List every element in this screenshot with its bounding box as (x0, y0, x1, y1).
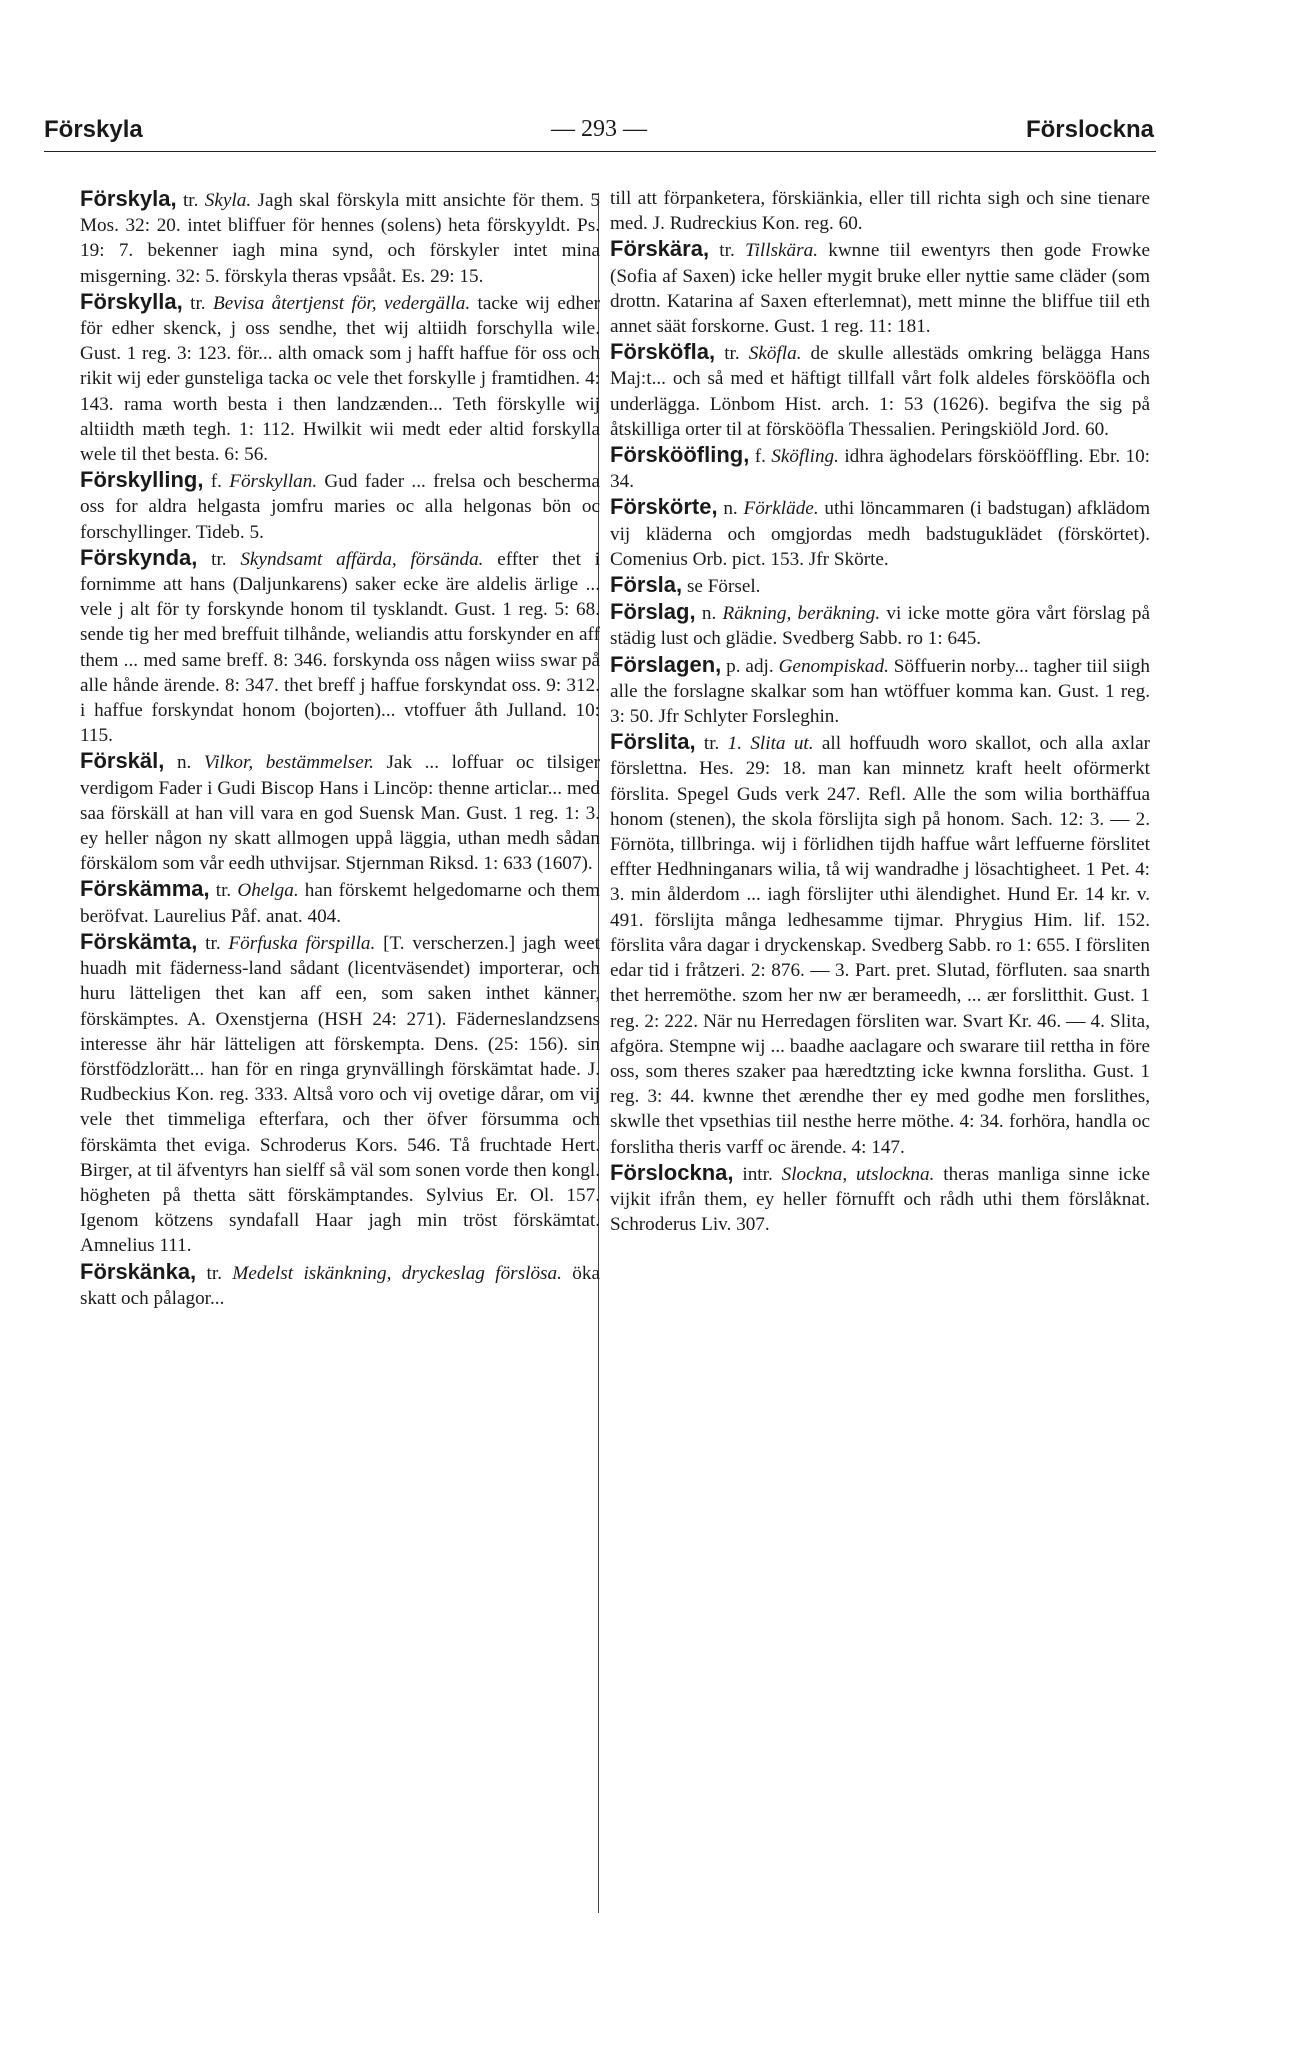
headword: Förskära, (610, 236, 710, 262)
headword: Förskööfling, (610, 442, 750, 468)
entry-text: effter thet i fornimme att hans (Daljunkarens) saker ecke äre aldelis ärlige ... vele j alt för ty forskynde honom til tysklandt. Gust. 1 reg. 5: 68. sende tig her med breffuit tilhånde, weliandis attu forskynder en aff them ... med same breff. 8: 346. forskynda oss någen wiiss swar på alle hånde ärende. 8: 347. thet breff j haffue forskyndat oss. 9: 312. i haffue forskyndat honom (bojorten)... vtoffuer åth Julland. 10: 115. (80, 548, 600, 747)
definition: Ohelga. (231, 880, 299, 902)
definition: Skyla. (198, 190, 252, 211)
right-column (610, 186, 1150, 1237)
entry-text: tacke wij edher för edher skenck, j oss sendhe, thet wij altiidh forschylla wile. Gust. 1 reg. 3: 123. för... alth omack som j hafft haffue för oss och rikit wij eder gunsteliga tacka oc vele thet forskylle j framtidhen. 4: 143. rama worth besta i then landzænden... Teth förskylle wij altiidth mæth tegh. 1: 112. Hwilkit wii medt eder altid forskylla wele til thet besta. 6: 56. (80, 292, 600, 466)
entry-text: de skulle allestäds omkring belägga Hans Maj:t... och så med et häftigt tillfall vårt folk aldeles förskööfla och underlägga. Lönbom Hist. arch. 1: 53 (1626). begifva the sig på åtskilliga orter til at förskööfla Thessalien. Peringskiöld Jord. 60. (610, 343, 1150, 440)
entry-text: idhra äghodelars förskööffling. Ebr. 10: 34. (610, 446, 1151, 493)
entry-text: Jak ... loffuar oc tilsiger verdigom Fader i Gudi Biscop Hans i Lincöp: thenne articlar... med saa förskäll at han vill vara en god Suensk Man. Gust. 1 reg. 1: 3. ey heller någon ny skatt allmogen uppå läggia, uthan medh sådan förskälom som vår eedh uthvijsar. Stjernman Riksd. 1: 633 (1607). (80, 752, 600, 875)
dictionary-entry (610, 186, 1150, 236)
headword: Förskäl, (80, 748, 165, 774)
part-of-speech: n. (164, 752, 192, 774)
definition: Tillskära. (734, 240, 819, 262)
part-of-speech: n. (695, 603, 717, 625)
definition: 1. Slita ut. (719, 733, 814, 755)
headword: Förslockna, (610, 1159, 734, 1185)
page-number: — 293 — (551, 116, 647, 142)
definition: Skyndsamt affärda, försända. (226, 548, 484, 570)
entry-text: öka skatt och pålagor... (80, 1262, 600, 1309)
part-of-speech: tr. (695, 733, 720, 755)
entry-text: uthi löncammaren (i badstugan) afklädom vij kläderna och omgjordas medh badstuguklädet (förskörtet). Comenius Orb. pict. 153. Jfr Skörte. (610, 498, 1150, 570)
dictionary-entry (80, 289, 600, 467)
entry-text: vi icke motte göra vårt förslag på städig lust och glädie. Svedberg Sabb. ro 1: 645. (610, 603, 1150, 650)
dictionary-entry (610, 494, 1150, 572)
dictionary-entry (80, 545, 600, 749)
dictionary-entry (80, 929, 600, 1259)
running-head (44, 116, 1154, 156)
definition: Sköfling. (765, 446, 839, 468)
dictionary-entry (80, 876, 600, 928)
dictionary-entry (80, 467, 600, 545)
definition: Genompiskad. (773, 655, 889, 677)
headword: Förslagen, (610, 651, 722, 677)
part-of-speech: tr. (182, 292, 206, 314)
definition: Sköfla. (739, 343, 802, 365)
dictionary-entry (610, 339, 1150, 442)
definition: Bevisa återtjenst för, vedergälla. (205, 292, 471, 314)
dictionary-entry (610, 442, 1150, 494)
entry-text: Gud fader ... frelsa och bescherma oss for aldra helgasta jomfru maries oc alla helgonas bön oc forschyllinger. Tideb. 5. (80, 471, 600, 543)
definition: Förskyllan. (221, 471, 318, 493)
definition: Medelst iskänkning, dryckeslag förslösa. (222, 1262, 562, 1284)
dictionary-entry (80, 186, 600, 289)
entry-text: kwnne tiil ewentyrs then gode Frowke (Sofia af Saxen) icke heller mygit bruke eller nyttie same cläder (som drottn. Katarina af Saxen efterlemnat), mett minne the bliffue tiil eth annet säät forskorne. Gust. 1 reg. 11: 181. (610, 240, 1151, 338)
part-of-speech: tr. (715, 343, 740, 365)
part-of-speech: intr. (733, 1163, 773, 1185)
definition: Vilkor, bestämmelser. (191, 752, 374, 774)
part-of-speech: tr. (176, 190, 199, 211)
entry-text: Söffuerin norby... tagher tiil siigh alle the forslagne skalkar som han wtöffuer komma kan. Gust. 1 reg. 3: 50. Jfr Schlyter Forsleghin. (610, 655, 1150, 728)
entry-text: all hoffuudh woro skallot, och alla axlar förslettna. Hes. 29: 18. man kan minnetz kraft heelt oförmerkt förslita. Spegel Guds verk 247. Refl. Alle the som wilia borthäffua honom (stenen), the skola förslijta sigh på honom. Sach. 12: 3. — 2. Förnöta, tillbringa. wij i förlidhen tijdh haffue wårt leffuerne förslitet effter Hedhninganars wilia, tå wij wandradhe j lösachtigheet. 1 Pet. 4: 3. min ålderdom ... iagh förslijter uthi älendighet. Hund Er. 14 kr. v. 491. förslijta många ledhesamme tijmar. Phrygius Him. lif. 152. förslita våra dagar i dryckenskap. Svedberg Sabb. ro 1: 655. I försliten edar tid i fråtzeri. 2: 876. — 3. Part. pret. Slutad, förfluten. saa snarth thet herremöthe. szom her nw ær berameedh, ... ær forslitthit. Gust. 1 reg. 2: 222. När nu Herredagen försliten war. Svart Kr. 46. — 4. Slita, afgöra. Stempne wij ... baadhe aaclagare och swarare tiil rettha in före oss, som theres szaker paa hæredtzting icke kwnna forslitha. Gust. 1 reg. 3: 44. kwnne thet ærendhe ther ey med godhe men forslithes, skwlle thet vpsethias tiil nesthe herre möthe. 4: 34. forhöra, handla oc forslitha theris varff oc ärende. 4: 147. (610, 733, 1151, 1158)
definition: Förfuska förspilla. (220, 932, 376, 954)
headword: Förskörte, (610, 494, 718, 520)
part-of-speech: tr. (197, 932, 221, 954)
part-of-speech: tr. (197, 548, 227, 570)
entry-text: till att förpanketera, förskiänkia, eller till richta sigh och sine tienare med. J. Rudreckius Kon. reg. 60. (610, 188, 1150, 235)
headword: Förskynda, (80, 544, 198, 570)
dictionary-entry (610, 652, 1150, 730)
dictionary-entry (80, 748, 600, 876)
dictionary-entry (610, 236, 1150, 339)
dictionary-entry (610, 729, 1150, 1159)
headword: Förslag, (610, 599, 696, 625)
entry-text: se Försel. (682, 576, 761, 598)
part-of-speech: n. (717, 498, 738, 520)
part-of-speech: f. (203, 471, 222, 493)
definition: Förkläde. (737, 498, 819, 520)
dictionary-entry (80, 1259, 600, 1311)
entry-text: [T. verscherzen.] jagh weet huadh mit fäderness-land sådant (licentväsendet) importerar, och huru lätteligen thet kan aff een, som saken inthet känner, förskämptes. A. Oxenstjerna (HSH 24: 271). Fäderneslandzsens interesse ähr här lätteligen att förskempta. Dens. (25: 156). sin förstfödzlorätt... han för en ringa grynvällingh förskämtat hade. J. Rudbeckius Kon. reg. 333. Altså voro och vij ovetige dårar, om vij vele thet timmeliga efterfara, och ther öfver försumma och förskämta thet eviga. Schroderus Kors. 546. Tå fruchtade Hert. Birger, at til äfventyrs han sielff så väl som sonen vorde then kongl. högheten på thetta sätt förskämptandes. Sylvius Er. Ol. 157. Igenom kötzens syndafall Haar jagh min tröst förskämtat. Amnelius 111. (80, 932, 600, 1257)
entry-text: Jagh skal förskyla mitt ansichte för them. 5 Mos. 32: 20. intet bliffuer för hennes (solens) heta förskyyldt. Ps. 19: 7. bekenner iagh mina synd, och förskyler intet mina misgerning. 32: 5. förskyla theras vpsååt. Es. 29: 15. (80, 190, 600, 287)
definition: Räkning, beräkning. (716, 603, 881, 625)
headword: Förslita, (610, 729, 696, 755)
headword: Försköfla, (610, 339, 716, 365)
headword: Förskämma, (80, 876, 210, 902)
definition: Slockna, utslockna. (772, 1163, 935, 1185)
headword: Försla, (610, 572, 683, 598)
headword: Förskylling, (80, 467, 204, 493)
dictionary-entry (610, 599, 1150, 651)
headword: Förskänka, (80, 1258, 197, 1284)
left-column (80, 186, 600, 1311)
running-head-left: Förskyla (44, 116, 143, 143)
headword: Förskyla, (80, 186, 177, 211)
entry-text: theras manliga sinne icke vijkit ifrån them, ey heller förnufft och rådh uthi them förslåknat. Schroderus Liv. 307. (610, 1163, 1150, 1236)
headword: Förskylla, (80, 288, 183, 314)
entry-text: han förskemt helgedomarne och them beröfvat. Laurelius Påf. anat. 404. (80, 880, 600, 927)
part-of-speech: p. adj. (721, 655, 774, 677)
part-of-speech: tr. (196, 1262, 222, 1284)
headword: Förskämta, (80, 928, 198, 954)
part-of-speech: tr. (709, 240, 735, 262)
running-head-right: Förslockna (1025, 116, 1154, 143)
dictionary-entry (610, 572, 1150, 599)
part-of-speech: tr. (209, 880, 232, 902)
header-rule (44, 151, 1156, 152)
dictionary-entry (610, 1160, 1150, 1238)
part-of-speech: f. (749, 446, 766, 468)
